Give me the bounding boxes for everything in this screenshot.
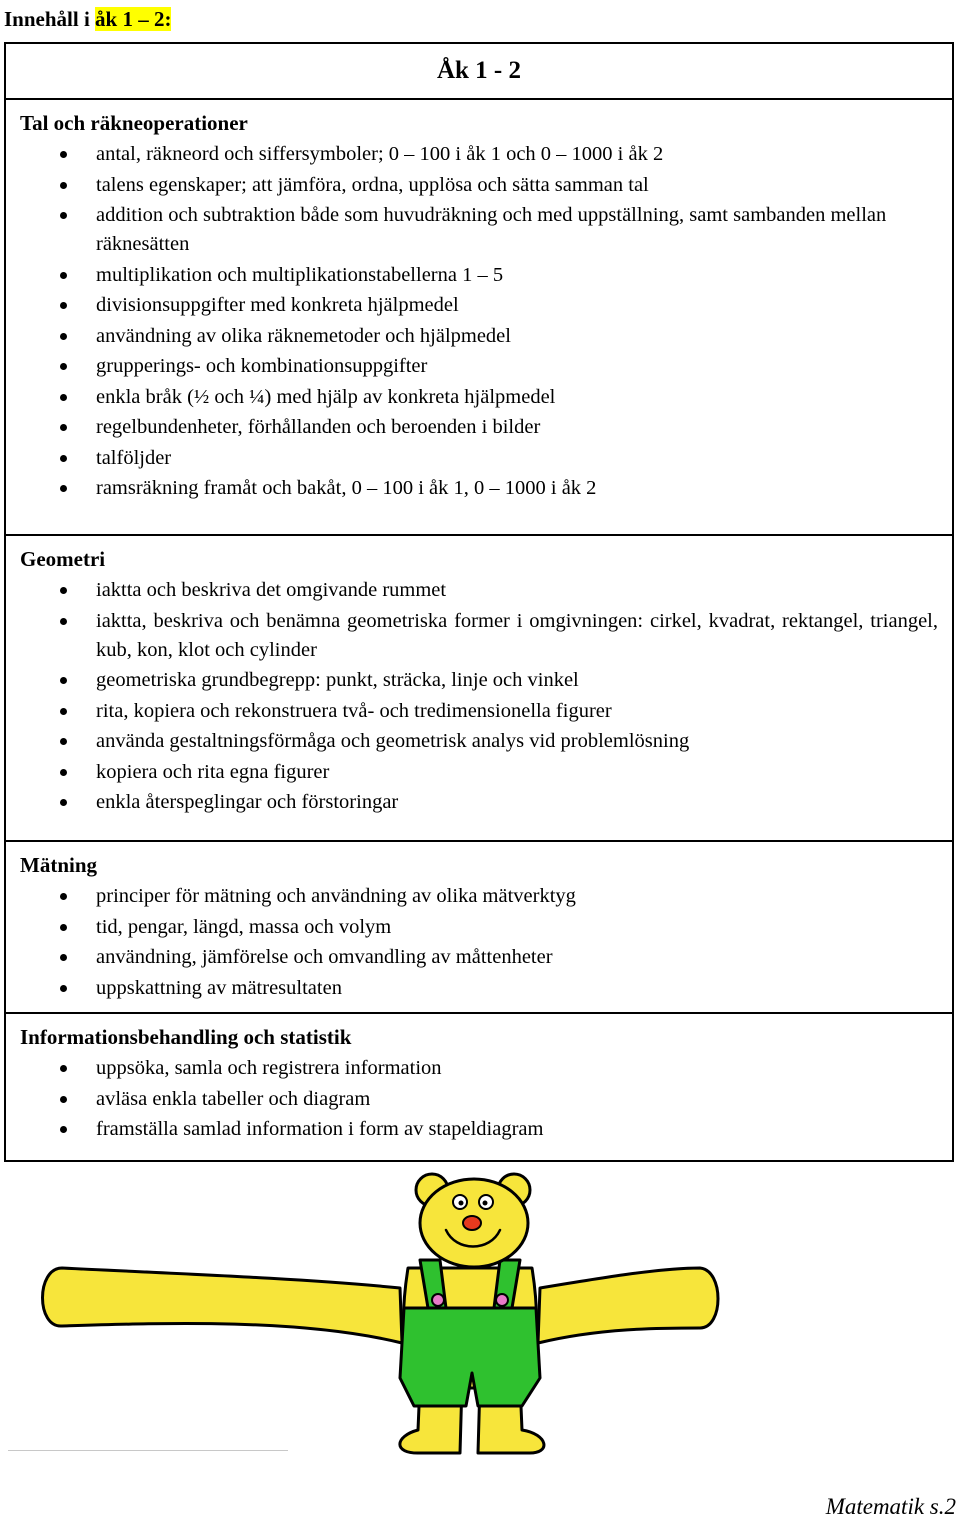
list-item-text: kopiera och rita egna figurer [96, 760, 330, 783]
bullet-list [20, 1054, 952, 1144]
bullet-icon [60, 333, 67, 340]
list-item-text: multiplikation och multiplikationstabellerna 1 – 5 [96, 263, 504, 286]
list-item [20, 291, 952, 320]
list-item [20, 171, 952, 200]
list-item-text: addition och subtraktion både som huvudräkning och med uppställning, samt sambanden mellan räknesätten [96, 204, 887, 255]
list-item [20, 943, 952, 972]
list-item [20, 788, 952, 817]
section-matning [6, 842, 952, 1014]
list-item [20, 913, 952, 942]
bullet-list [20, 140, 952, 503]
bullet-icon [60, 708, 67, 715]
list-item-text: regelbundenheter, förhållanden och beroenden i bilder [96, 416, 541, 438]
overall-button-right [496, 1294, 508, 1306]
bullet-icon [60, 677, 67, 684]
bullet-icon [60, 738, 67, 745]
list-item [20, 322, 952, 351]
list-item-text: användning av olika räknemetoder och hjälpmedel [96, 324, 511, 347]
list-item-text: användning, jämförelse och omvandling av måttenheter [96, 946, 553, 968]
bullet-icon [60, 893, 67, 900]
list-item [20, 607, 952, 665]
bullet-icon [60, 424, 67, 431]
list-item-text: framställa samlad information i form av stapeldiagram [96, 1118, 544, 1140]
page-heading-highlight: åk 1 – 2: [95, 7, 172, 31]
list-item-text: uppsöka, samla och registrera information [96, 1057, 442, 1079]
bullet-icon [60, 455, 67, 462]
right-arm [538, 1268, 718, 1343]
bullet-icon [60, 182, 67, 189]
bullet-icon [60, 769, 67, 776]
list-item [20, 1115, 952, 1144]
list-item [20, 201, 952, 259]
bear-illustration [0, 1168, 960, 1458]
bullet-icon [60, 151, 67, 158]
bullet-icon [60, 485, 67, 492]
section-geometri [6, 536, 952, 842]
bullet-icon [60, 1096, 67, 1103]
bullet-icon [60, 212, 67, 219]
bullet-icon [60, 985, 67, 992]
list-item-text: talens egenskaper; att jämföra, ordna, upplösa och sätta samman tal [96, 173, 649, 196]
list-item [20, 413, 952, 442]
list-item [20, 576, 952, 605]
table-title: Åk 1 - 2 [436, 57, 522, 84]
bullet-list [20, 882, 952, 1003]
bullet-icon [60, 924, 67, 931]
bullet-icon [60, 954, 67, 961]
bullet-icon [60, 272, 67, 279]
list-item [20, 383, 952, 412]
list-item-text: iaktta och beskriva det omgivande rummet [96, 579, 447, 601]
list-item-text: uppskattning av mätresultaten [96, 976, 342, 999]
footer-divider [8, 1450, 288, 1451]
bullet-icon [60, 799, 67, 806]
list-item-text: enkla återspeglingar och förstoringar [96, 791, 399, 813]
section-title: Informationsbehandling och statistik [20, 1025, 352, 1049]
section-title: Tal och räkneoperationer [20, 111, 248, 135]
section-title: Geometri [20, 547, 106, 571]
overalls [400, 1308, 540, 1406]
left-arm [43, 1268, 403, 1343]
list-item-text: använda gestaltningsförmåga och geometrisk analys vid problemlösning [96, 730, 690, 752]
bullet-icon [60, 363, 67, 370]
list-item-text: rita, kopiera och rekonstruera två- och tredimensionella figurer [96, 699, 612, 722]
list-item [20, 261, 952, 290]
bullet-icon [60, 302, 67, 309]
list-item-text: divisionsuppgifter med konkreta hjälpmedel [96, 294, 459, 316]
section-tal-och-rakneoperationer [6, 100, 952, 536]
list-item [20, 882, 952, 911]
list-item-text: geometriska grundbegrepp: punkt, sträcka, linje och vinkel [96, 669, 579, 691]
bullet-icon [60, 1126, 67, 1133]
list-item-text: ramsräkning framåt och bakåt, 0 – 100 i åk 1, 0 – 1000 i åk 2 [96, 477, 597, 499]
list-item [20, 444, 952, 473]
section-informationsbehandling-och-statistik [6, 1014, 952, 1160]
bullet-icon [60, 394, 67, 401]
bullet-icon [60, 618, 67, 625]
list-item [20, 758, 952, 787]
nose [463, 1216, 481, 1230]
list-item-text: antal, räkneord och siffersymboler; 0 – 100 i åk 1 och 0 – 1000 i åk 2 [96, 143, 664, 165]
list-item [20, 1054, 952, 1083]
content-table [4, 42, 954, 1162]
list-item [20, 697, 952, 726]
list-item [20, 1085, 952, 1114]
page-heading-prefix: Innehåll i [4, 7, 96, 31]
bullet-icon [60, 587, 67, 594]
list-item-text: iaktta, beskriva och benämna geometriska former i omgivningen: cirkel, kvadrat, rektangel, triangel, kub, kon, klot och cylinder [96, 609, 938, 661]
list-item [20, 474, 952, 503]
list-item-text: enkla bråk (½ och ¼) med hjälp av konkreta hjälpmedel [96, 385, 556, 408]
list-item-text: tid, pengar, längd, massa och volym [96, 915, 392, 938]
list-item-text: principer för mätning och användning av olika mätverktyg [96, 885, 576, 907]
section-title: Mätning [20, 853, 98, 877]
list-item [20, 140, 952, 169]
footer-page-label: Matematik s.2 [825, 1494, 956, 1519]
table-header-row [6, 44, 952, 100]
list-item-text: talföljder [96, 446, 172, 469]
list-item [20, 974, 952, 1003]
list-item-text: grupperings- och kombinationsuppgifter [96, 355, 428, 377]
page-heading [4, 6, 171, 32]
list-item [20, 666, 952, 695]
bullet-list [20, 576, 952, 817]
list-item [20, 352, 952, 381]
bullet-icon [60, 1065, 67, 1072]
list-item-text: avläsa enkla tabeller och diagram [96, 1087, 371, 1110]
list-item [20, 727, 952, 756]
overall-button-left [432, 1294, 444, 1306]
